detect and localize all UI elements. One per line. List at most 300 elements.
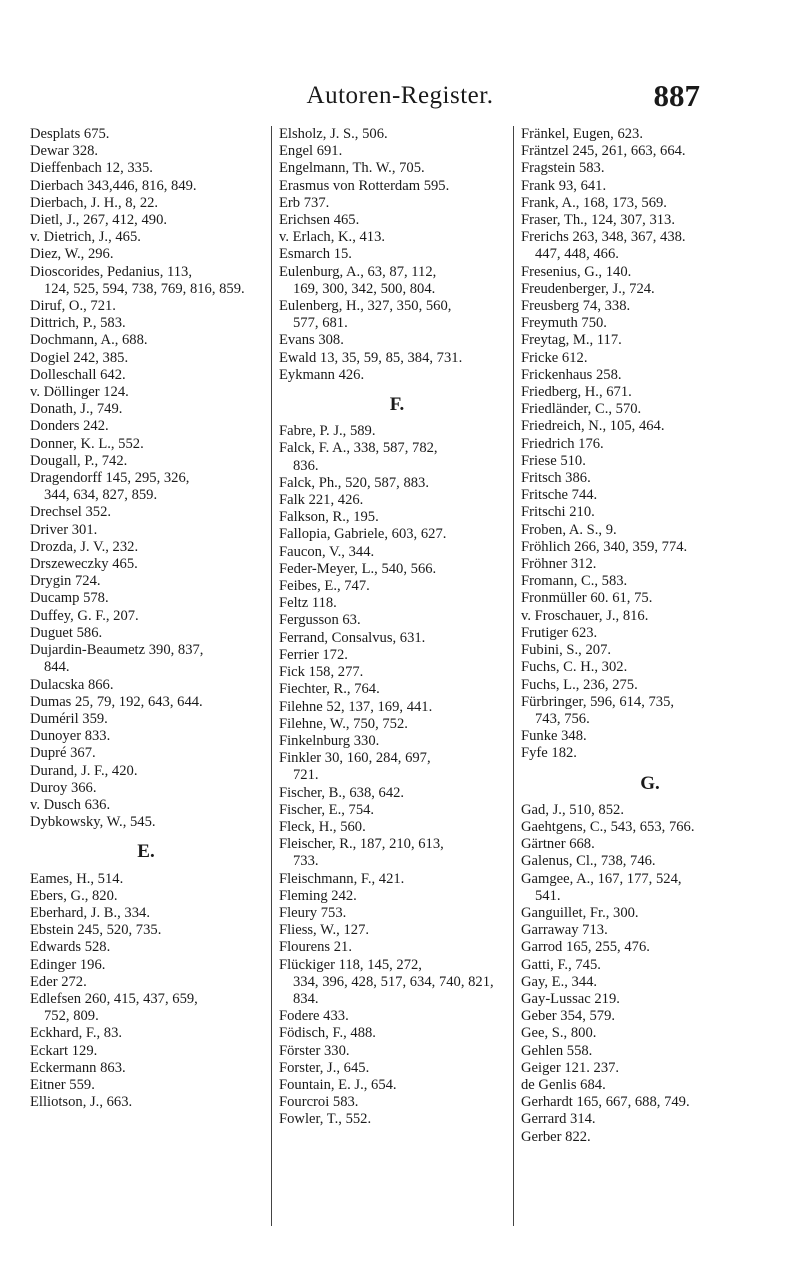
entry-text: Friedländer, C., 570. (521, 401, 642, 418)
index-entry (279, 1111, 515, 1128)
index-entry (521, 1060, 779, 1077)
index-entry (521, 802, 779, 819)
entry-text: Frank, A., 168, 173, 569. (521, 194, 667, 211)
entry-continuation: 344, 634, 827, 859. (44, 487, 158, 504)
entry-text: Eykmann 426. (279, 366, 365, 383)
entry-text: Fubini, S., 207. (521, 642, 612, 659)
index-entry (30, 212, 262, 229)
entry-text: Evans 308. (279, 332, 344, 349)
entry-text: Erb 737. (279, 194, 330, 211)
index-entry (521, 281, 779, 298)
index-entry (279, 475, 515, 492)
index-entry (30, 350, 262, 367)
entry-text: Fischer, E., 754. (279, 801, 375, 818)
index-entry (521, 1129, 779, 1146)
entry-text: Dougall, P., 742. (30, 452, 128, 469)
index-entry (30, 871, 262, 888)
entry-text: Dunoyer 833. (30, 728, 111, 745)
entry-text: Donath, J., 749. (30, 401, 123, 418)
entry-text: Dioscorides, Pedanius, 113, (30, 263, 192, 280)
index-entry (30, 556, 262, 573)
index-entry (30, 160, 262, 177)
index-entry (279, 367, 515, 384)
entry-text: Edlefsen 260, 415, 437, 659, (30, 990, 198, 1007)
index-entry (279, 126, 515, 143)
entry-text: Galenus, Cl., 738, 746. (521, 853, 656, 870)
entry-text: Finkler 30, 160, 284, 697, (279, 750, 431, 767)
index-entry (279, 1008, 515, 1025)
entry-text: Gerhardt 165, 667, 688, 749. (521, 1094, 690, 1111)
entry-text: Feder-Meyer, L., 540, 566. (279, 560, 437, 577)
index-entry (521, 401, 779, 418)
index-entry (30, 264, 262, 298)
entry-text: Fowler, T., 552. (279, 1111, 372, 1128)
index-entry (30, 797, 262, 814)
entry-text: Engelmann, Th. W., 705. (279, 160, 425, 177)
entry-text: Flourens 21. (279, 939, 352, 956)
entry-text: Gerber 822. (521, 1128, 591, 1145)
entry-text: Finkelnburg 330. (279, 732, 380, 749)
index-entry (521, 453, 779, 470)
index-entry (30, 229, 262, 246)
entry-text: Frank 93, 641. (521, 177, 607, 194)
index-entry (30, 728, 262, 745)
entry-text: Frickenhaus 258. (521, 366, 622, 383)
entry-text: Dolleschall 642. (30, 366, 126, 383)
entry-text: Gay, E., 344. (521, 973, 598, 990)
index-entry (279, 750, 515, 784)
entry-text: Eulenberg, H., 327, 350, 560, (279, 298, 452, 315)
entry-text: Fuchs, C. H., 302. (521, 659, 628, 676)
index-entry (30, 504, 262, 521)
entry-text: Duguet 586. (30, 624, 103, 641)
index-entry (521, 178, 779, 195)
index-entry (30, 939, 262, 956)
index-entry (521, 384, 779, 401)
entry-text: Drszeweczky 465. (30, 556, 138, 573)
index-entry (279, 1043, 515, 1060)
entry-text: Ebers, G., 820. (30, 887, 118, 904)
index-entry (30, 470, 262, 504)
entry-text: Dragendorff 145, 295, 326, (30, 470, 190, 487)
entry-text: Dierbach 343,446, 816, 849. (30, 177, 197, 194)
index-entry (279, 871, 515, 888)
entry-text: Fliess, W., 127. (279, 922, 370, 939)
entry-text: Födisch, F., 488. (279, 1025, 376, 1042)
entry-text: Dittrich, P., 583. (30, 315, 126, 332)
index-entry (30, 763, 262, 780)
entry-text: Fuchs, L., 236, 275. (521, 676, 638, 693)
index-entry (279, 1060, 515, 1077)
entry-text: Dujardin-Beaumetz 390, 837, (30, 642, 204, 659)
entry-text: v. Dusch 636. (30, 796, 111, 813)
entry-text: v. Froschauer, J., 816. (521, 607, 649, 624)
index-entry (30, 957, 262, 974)
entry-text: Ganguillet, Fr., 300. (521, 904, 639, 921)
entry-text: Esmarch 15. (279, 246, 352, 263)
entry-text: Duffey, G. F., 207. (30, 607, 139, 624)
index-entry (521, 504, 779, 521)
entry-text: Fick 158, 277. (279, 664, 364, 681)
entry-text: Flückiger 118, 145, 272, (279, 956, 422, 973)
entry-text: v. Dietrich, J., 465. (30, 229, 141, 246)
index-entry (279, 264, 515, 298)
entry-text: Donders 242. (30, 418, 109, 435)
entry-text: Edwards 528. (30, 939, 111, 956)
index-entry (279, 785, 515, 802)
index-entry (30, 573, 262, 590)
entry-text: Gatti, F., 745. (521, 956, 601, 973)
entry-text: Falkson, R., 195. (279, 509, 379, 526)
entry-text: Faucon, V., 344. (279, 543, 375, 560)
entry-text: Drygin 724. (30, 573, 101, 590)
index-entry (30, 436, 262, 453)
index-entry (279, 922, 515, 939)
index-entry (30, 418, 262, 435)
entry-text: Frerichs 263, 348, 367, 438. (521, 229, 686, 246)
entry-text: Duméril 359. (30, 710, 108, 727)
index-entry (30, 367, 262, 384)
entry-text: Friese 510. (521, 452, 586, 469)
index-entry (30, 246, 262, 263)
entry-text: Fergusson 63. (279, 612, 361, 629)
entry-text: Fronmüller 60. 61, 75. (521, 590, 653, 607)
index-entry (521, 957, 779, 974)
index-entry (30, 143, 262, 160)
index-entry (279, 939, 515, 956)
section-letter: E. (137, 841, 155, 863)
index-entry (30, 332, 262, 349)
index-entry (30, 126, 262, 143)
entry-text: Fürbringer, 596, 614, 735, (521, 693, 675, 710)
entry-text: Friedberg, H., 671. (521, 384, 632, 401)
index-entry (521, 315, 779, 332)
index-entry (279, 229, 515, 246)
index-entry (279, 178, 515, 195)
index-entry (30, 298, 262, 315)
entry-continuation: 577, 681. (293, 315, 348, 332)
entry-text: Fabre, P. J., 589. (279, 423, 376, 440)
index-entry (30, 625, 262, 642)
index-entry (279, 212, 515, 229)
entry-text: Fischer, B., 638, 642. (279, 784, 405, 801)
index-entry (30, 1077, 262, 1094)
entry-text: Frutiger 623. (521, 624, 598, 641)
entry-text: Desplats 675. (30, 126, 110, 142)
entry-text: Geiger 121. 237. (521, 1059, 620, 1076)
entry-text: Fodere 433. (279, 1008, 349, 1025)
index-entry (521, 487, 779, 504)
section-letter: F. (389, 394, 405, 416)
entry-text: Dupré 367. (30, 745, 96, 762)
index-entry (521, 819, 779, 836)
entry-text: Gärtner 668. (521, 836, 595, 853)
entry-continuation: 733. (293, 853, 319, 870)
entry-text: Forster, J., 645. (279, 1059, 370, 1076)
index-entry (279, 509, 515, 526)
entry-text: Duroy 366. (30, 779, 97, 796)
entry-text: Filehne, W., 750, 752. (279, 715, 408, 732)
entry-text: Fiechter, R., 764. (279, 681, 380, 698)
entry-text: Gehlen 558. (521, 1042, 593, 1059)
index-entry (279, 578, 515, 595)
index-entry (279, 143, 515, 160)
entry-text: Garrod 165, 255, 476. (521, 939, 650, 956)
index-entry (279, 733, 515, 750)
index-column-2 (271, 126, 515, 1226)
index-entry (30, 905, 262, 922)
entry-text: Dierbach, J. H., 8, 22. (30, 194, 159, 211)
entry-text: Friedrich 176. (521, 435, 604, 452)
index-entry (279, 664, 515, 681)
entry-text: de Genlis 684. (521, 1076, 606, 1093)
index-entry (279, 802, 515, 819)
entry-text: Ducamp 578. (30, 590, 109, 607)
page-title: Autoren-Register. (306, 82, 494, 109)
page-number: 887 (653, 78, 700, 113)
index-entry (279, 647, 515, 664)
entry-text: Ferrand, Consalvus, 631. (279, 629, 426, 646)
entry-text: Gad, J., 510, 852. (521, 801, 624, 818)
entry-text: Falk 221, 426. (279, 492, 364, 509)
index-entry (521, 522, 779, 539)
index-entry (30, 780, 262, 797)
entry-text: Fourcroi 583. (279, 1094, 359, 1111)
entry-continuation: 334, 396, 428, 517, 634, 740, 821, 834. (293, 973, 494, 1007)
index-entry (30, 642, 262, 676)
entry-text: Fromann, C., 583. (521, 573, 628, 590)
entry-text: Fröhlich 266, 340, 359, 774. (521, 538, 688, 555)
index-entry (279, 350, 515, 367)
entry-text: Förster 330. (279, 1042, 350, 1059)
entry-text: Diruf, O., 721. (30, 298, 116, 315)
index-entry (279, 1025, 515, 1042)
index-entry (279, 716, 515, 733)
index-entry (30, 694, 262, 711)
entry-text: Garraway 713. (521, 922, 608, 939)
entry-text: Freudenberger, J., 724. (521, 280, 655, 297)
index-entry (30, 522, 262, 539)
entry-text: Fyfe 182. (521, 745, 577, 762)
index-entry (279, 526, 515, 543)
index-entry (30, 1025, 262, 1042)
entry-text: Elliotson, J., 663. (30, 1094, 133, 1111)
index-entry (30, 677, 262, 694)
entry-text: Gay-Lussac 219. (521, 990, 620, 1007)
index-entry (521, 590, 779, 607)
index-entry (521, 229, 779, 263)
index-entry (279, 246, 515, 263)
index-entry (521, 677, 779, 694)
entry-text: Dieffenbach 12, 335. (30, 160, 153, 177)
index-entry (30, 315, 262, 332)
entry-text: Fritsche 744. (521, 487, 598, 504)
entry-text: Ewald 13, 35, 59, 85, 384, 731. (279, 349, 463, 366)
index-entry (521, 991, 779, 1008)
entry-text: Freytag, M., 117. (521, 332, 622, 349)
index-entry (279, 699, 515, 716)
index-entry (30, 974, 262, 991)
index-entry (30, 922, 262, 939)
entry-continuation: 447, 448, 466. (535, 246, 619, 263)
index-entry (521, 853, 779, 870)
entry-continuation: 124, 525, 594, 738, 769, 816, 859. (44, 280, 245, 297)
index-entry (521, 126, 779, 143)
index-entry (279, 630, 515, 647)
entry-continuation: 836. (293, 457, 319, 474)
entry-text: Eder 272. (30, 973, 87, 990)
entry-text: Fraser, Th., 124, 307, 313. (521, 212, 675, 229)
entry-text: Freusberg 74, 338. (521, 298, 631, 315)
entry-text: Fleischer, R., 187, 210, 613, (279, 836, 444, 853)
entry-text: Erichsen 465. (279, 212, 360, 229)
index-entry (279, 595, 515, 612)
index-entry (279, 440, 515, 474)
index-entry (521, 160, 779, 177)
entry-text: Fallopia, Gabriele, 603, 627. (279, 526, 447, 543)
entry-text: Gerrard 314. (521, 1111, 596, 1128)
entry-text: Eitner 559. (30, 1076, 95, 1093)
index-entry (521, 418, 779, 435)
entry-continuation: 169, 300, 342, 500, 804. (293, 280, 436, 297)
index-entry (521, 212, 779, 229)
entry-continuation: 844. (44, 659, 70, 676)
entry-text: Drechsel 352. (30, 504, 112, 521)
index-entry (521, 332, 779, 349)
entry-continuation: 752, 809. (44, 1008, 99, 1025)
index-entry (30, 590, 262, 607)
entry-text: Fricke 612. (521, 349, 588, 366)
index-entry (521, 974, 779, 991)
entry-text: Eckermann 863. (30, 1059, 126, 1076)
entry-continuation: 721. (293, 767, 319, 784)
index-entry (521, 922, 779, 939)
entry-text: Fountain, E. J., 654. (279, 1076, 397, 1093)
entry-text: Filehne 52, 137, 169, 441. (279, 698, 433, 715)
index-entry (521, 1111, 779, 1128)
index-entry (521, 1077, 779, 1094)
entry-text: Diez, W., 296. (30, 246, 114, 263)
entry-text: Fresenius, G., 140. (521, 263, 632, 280)
index-entry (30, 1043, 262, 1060)
entry-text: Dulacska 866. (30, 676, 114, 693)
index-entry (521, 470, 779, 487)
entry-text: Feltz 118. (279, 595, 337, 612)
index-entry (521, 836, 779, 853)
entry-text: Gamgee, A., 167, 177, 524, (521, 870, 682, 887)
entry-text: v. Döllinger 124. (30, 384, 129, 401)
index-entry (279, 612, 515, 629)
index-entry (279, 836, 515, 870)
index-column-3 (513, 126, 779, 1226)
index-entry (279, 561, 515, 578)
entry-text: Driver 301. (30, 521, 98, 538)
index-entry (521, 608, 779, 625)
index-entry (30, 814, 262, 831)
index-entry (30, 608, 262, 625)
entry-text: Friedreich, N., 105, 464. (521, 418, 665, 435)
entry-text: Geber 354, 579. (521, 1008, 616, 1025)
entry-text: Fleming 242. (279, 887, 357, 904)
entry-text: Drozda, J. V., 232. (30, 538, 139, 555)
entry-text: Ebstein 245, 520, 735. (30, 922, 162, 939)
index-entry (279, 160, 515, 177)
index-entry (521, 728, 779, 745)
entry-text: Eberhard, J. B., 334. (30, 904, 150, 921)
index-entry (279, 905, 515, 922)
index-entry (279, 681, 515, 698)
entry-text: Dietl, J., 267, 412, 490. (30, 212, 168, 229)
index-entry (30, 711, 262, 728)
index-entry (521, 298, 779, 315)
entry-text: Dumas 25, 79, 192, 643, 644. (30, 693, 203, 710)
entry-text: Dogiel 242, 385. (30, 349, 129, 366)
entry-text: Dewar 328. (30, 143, 99, 160)
index-column-1 (30, 126, 262, 1111)
index-entry (521, 871, 779, 905)
entry-text: Ferrier 172. (279, 646, 348, 663)
page-header (0, 78, 800, 118)
entry-text: Eulenburg, A., 63, 87, 112, (279, 263, 437, 280)
index-entry (521, 436, 779, 453)
index-entry (521, 143, 779, 160)
entry-text: Gee, S., 800. (521, 1025, 597, 1042)
entry-continuation: 743, 756. (535, 710, 590, 727)
entry-text: Feibes, E., 747. (279, 578, 370, 595)
index-entry (30, 453, 262, 470)
entry-text: Funke 348. (521, 728, 587, 745)
index-entry (521, 1043, 779, 1060)
index-entry (521, 625, 779, 642)
index-entry (30, 384, 262, 401)
section-letter: G. (640, 772, 660, 794)
index-entry (30, 539, 262, 556)
index-entry (279, 1094, 515, 1111)
entry-text: Donner, K. L., 552. (30, 435, 144, 452)
index-entry (279, 423, 515, 440)
index-entry (30, 745, 262, 762)
index-entry (521, 659, 779, 676)
entry-text: Durand, J. F., 420. (30, 762, 138, 779)
entry-text: Gaehtgens, C., 543, 653, 766. (521, 818, 695, 835)
index-entry (521, 694, 779, 728)
index-entry (521, 573, 779, 590)
index-entry (521, 195, 779, 212)
entry-text: Eckart 129. (30, 1042, 98, 1059)
index-entry (279, 819, 515, 836)
index-entry (521, 350, 779, 367)
entry-text: Edinger 196. (30, 956, 106, 973)
entry-text: Dochmann, A., 688. (30, 332, 148, 349)
entry-text: Fritsch 386. (521, 470, 591, 487)
index-entry (521, 264, 779, 281)
index-entry (521, 556, 779, 573)
entry-text: Fragstein 583. (521, 160, 605, 177)
entry-text: Dybkowsky, W., 545. (30, 814, 156, 831)
entry-text: Falck, Ph., 520, 587, 883. (279, 474, 429, 491)
entry-text: Eckhard, F., 83. (30, 1025, 123, 1042)
index-entry (521, 905, 779, 922)
index-entry (279, 332, 515, 349)
index-entry (521, 1025, 779, 1042)
index-entry (30, 991, 262, 1025)
entry-text: Fränkel, Eugen, 623. (521, 126, 643, 142)
index-entry (30, 195, 262, 212)
index-entry (279, 298, 515, 332)
index-entry (521, 642, 779, 659)
entry-text: Fleury 753. (279, 904, 347, 921)
entry-text: Fritschi 210. (521, 504, 595, 521)
